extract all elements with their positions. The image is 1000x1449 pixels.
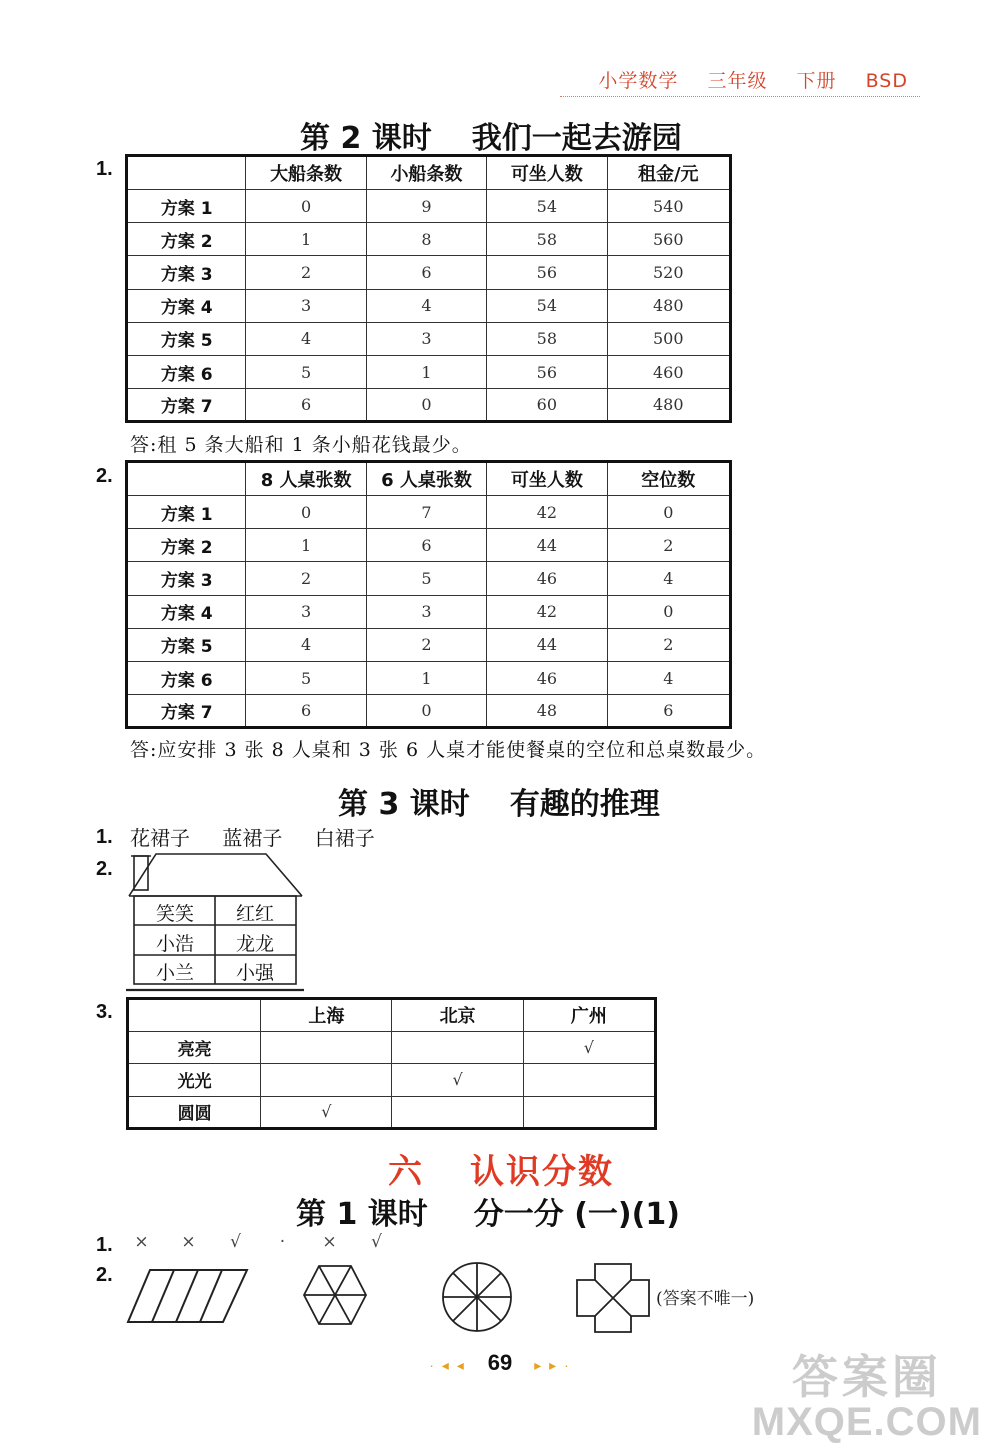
table-cell: 560 — [607, 223, 730, 256]
answer-item: 花裙子 — [130, 826, 190, 850]
row-label: 方案 3 — [127, 562, 246, 595]
table-cell — [261, 1064, 392, 1097]
table-cell: 6 — [246, 695, 366, 728]
table-seating-table — [125, 460, 732, 729]
table-cell: 42 — [487, 496, 607, 529]
answer-note: (答案不唯一) — [656, 1289, 755, 1309]
table-cell: 42 — [487, 595, 607, 628]
table-cell: 0 — [607, 496, 730, 529]
table-cell: 56 — [487, 256, 607, 289]
column-header — [127, 462, 246, 496]
table-header-row — [128, 999, 656, 1032]
table-cell: 480 — [607, 289, 730, 322]
table-cell: 1 — [246, 529, 366, 562]
next-arrows-icon: ▸ ▸ · — [534, 1357, 571, 1373]
answer-item: 白裙子 — [314, 826, 375, 850]
table-cell: 2 — [246, 562, 366, 595]
table-cell: 520 — [607, 256, 730, 289]
column-header — [127, 156, 246, 190]
table-row — [127, 289, 731, 322]
row-label: 方案 1 — [127, 190, 246, 223]
row-label: 亮亮 — [128, 1031, 261, 1064]
table-cell: 3 — [246, 595, 366, 628]
table-row — [127, 355, 731, 388]
column-header: 上海 — [261, 999, 392, 1032]
table-row — [127, 595, 731, 628]
table-cell: 500 — [607, 322, 730, 355]
table-cell: 5 — [246, 661, 366, 694]
table-cell: 1 — [246, 223, 366, 256]
table-cell: 460 — [607, 355, 730, 388]
table-row — [127, 223, 731, 256]
table-cell: 5 — [246, 355, 366, 388]
table-cell: 5 — [366, 562, 486, 595]
table-header-row — [127, 462, 731, 496]
table-cell: 8 — [366, 223, 486, 256]
table-cell: 3 — [366, 595, 486, 628]
table-cell: 48 — [487, 695, 607, 728]
table-cell: 9 — [366, 190, 486, 223]
table-cell: 2 — [607, 529, 730, 562]
mark-item: · — [279, 1232, 286, 1252]
question-number: 1. — [96, 1234, 113, 1256]
column-header: 可坐人数 — [487, 462, 607, 496]
row-label: 方案 2 — [127, 529, 246, 562]
table-cell: 0 — [366, 389, 486, 422]
parallelogram-diagram — [126, 1268, 250, 1324]
row-label: 方案 6 — [127, 661, 246, 694]
column-header: 可坐人数 — [487, 156, 607, 190]
table-cell: 46 — [487, 661, 607, 694]
house-cell: 红红 — [235, 903, 274, 925]
table-cell — [392, 1031, 523, 1064]
table-cell — [392, 1096, 523, 1129]
table-cell: √ — [392, 1064, 523, 1097]
table-cell: 4 — [607, 562, 730, 595]
mark-item: × — [181, 1232, 196, 1252]
question-number: 3. — [96, 1001, 113, 1023]
skirt-answers — [130, 822, 401, 851]
header-divider — [560, 96, 920, 97]
table-cell: 2 — [607, 628, 730, 661]
table-cell: 0 — [607, 595, 730, 628]
table-cell: √ — [261, 1096, 392, 1129]
table-cell: 1 — [366, 355, 486, 388]
table-row — [127, 496, 731, 529]
house-cell: 小兰 — [155, 962, 194, 984]
table-cell: 2 — [366, 628, 486, 661]
table-cell: 4 — [366, 289, 486, 322]
cross-shape-diagram — [575, 1262, 651, 1334]
table-cell: 7 — [366, 496, 486, 529]
row-label: 方案 6 — [127, 355, 246, 388]
column-header: 北京 — [392, 999, 523, 1032]
mark-item: × — [134, 1232, 149, 1252]
table-cell: 4 — [607, 661, 730, 694]
column-header: 大船条数 — [246, 156, 366, 190]
table-cell — [523, 1064, 655, 1097]
table-row — [127, 322, 731, 355]
question-number: 2. — [96, 465, 113, 487]
table-cell: 6 — [366, 529, 486, 562]
column-header: 小船条数 — [366, 156, 486, 190]
table-cell: 480 — [607, 389, 730, 422]
page-number: 69 — [487, 1350, 513, 1375]
house-cell: 小浩 — [155, 933, 194, 955]
header-edition: BSD — [865, 70, 908, 92]
table-row — [128, 1064, 656, 1097]
watermark-logo: 答案圈 MXQE.COM — [751, 1350, 982, 1444]
question-number: 2. — [96, 1264, 113, 1286]
page-header — [576, 66, 908, 93]
table-row — [127, 695, 731, 728]
table-cell: 46 — [487, 562, 607, 595]
table-row — [127, 562, 731, 595]
row-label: 方案 5 — [127, 628, 246, 661]
table-cell: 3 — [366, 322, 486, 355]
answer-text: 答:租 5 条大船和 1 条小船花钱最少。 — [130, 434, 472, 456]
question-number: 2. — [96, 858, 113, 880]
table-cell: 1 — [366, 661, 486, 694]
table-cell: 6 — [607, 695, 730, 728]
column-header: 空位数 — [607, 462, 730, 496]
row-label: 光光 — [128, 1064, 261, 1097]
prev-arrows-icon: · ◂ ◂ — [429, 1357, 466, 1373]
table-cell: 44 — [487, 529, 607, 562]
row-label: 方案 1 — [127, 496, 246, 529]
answer-text: 答:应安排 3 张 8 人桌和 3 张 6 人桌才能使餐桌的空位和总桌数最少。 — [130, 739, 767, 761]
answer-item: 蓝裙子 — [222, 826, 283, 850]
house-cell: 笑笑 — [155, 903, 194, 925]
table-cell — [523, 1096, 655, 1129]
row-label: 方案 7 — [127, 389, 246, 422]
unit6-lesson1-title: 第 1 课时 分一分 (一)(1) — [296, 1197, 680, 1232]
table-row — [127, 628, 731, 661]
mark-item: √ — [230, 1232, 241, 1252]
column-header — [128, 999, 261, 1032]
column-header: 租金/元 — [607, 156, 730, 190]
city-table — [126, 997, 657, 1130]
judgement-marks — [118, 1232, 400, 1252]
table-row — [128, 1096, 656, 1129]
table-cell: 0 — [246, 190, 366, 223]
house-cell: 龙龙 — [235, 933, 274, 955]
unit6-title: 六 认识分数 — [388, 1152, 614, 1192]
table-cell — [261, 1031, 392, 1064]
row-label: 方案 7 — [127, 695, 246, 728]
boat-rental-table — [125, 154, 732, 423]
column-header: 6 人桌张数 — [366, 462, 486, 496]
row-label: 方案 4 — [127, 289, 246, 322]
table-cell: 2 — [246, 256, 366, 289]
table-cell: 56 — [487, 355, 607, 388]
table-cell: 4 — [246, 628, 366, 661]
row-label: 方案 5 — [127, 322, 246, 355]
hexagon-diagram — [302, 1262, 368, 1328]
table-cell: √ — [523, 1031, 655, 1064]
mark-item: √ — [371, 1232, 382, 1252]
row-label: 圆圆 — [128, 1096, 261, 1129]
table-cell: 6 — [246, 389, 366, 422]
header-subject: 小学数学 — [598, 70, 679, 92]
row-label: 方案 2 — [127, 223, 246, 256]
question-number: 1. — [96, 158, 113, 180]
circle-diagram — [440, 1260, 514, 1334]
mark-item: × — [322, 1232, 337, 1252]
table-header-row — [127, 156, 731, 190]
house-cell: 小强 — [235, 962, 274, 984]
table-row — [127, 661, 731, 694]
table-row — [127, 256, 731, 289]
table-cell: 6 — [366, 256, 486, 289]
table-row — [128, 1031, 656, 1064]
lesson2-title: 第 2 课时 我们一起去游园 — [300, 121, 682, 156]
table-cell: 540 — [607, 190, 730, 223]
header-grade: 三年级 — [707, 70, 768, 92]
table-cell: 0 — [366, 695, 486, 728]
table-cell: 58 — [487, 322, 607, 355]
lesson3-title: 第 3 课时 有趣的推理 — [338, 787, 660, 822]
table-cell: 54 — [487, 190, 607, 223]
row-label: 方案 3 — [127, 256, 246, 289]
table-cell: 60 — [487, 389, 607, 422]
table-row — [127, 190, 731, 223]
table-cell: 54 — [487, 289, 607, 322]
row-label: 方案 4 — [127, 595, 246, 628]
column-header: 广州 — [523, 999, 655, 1032]
table-cell: 4 — [246, 322, 366, 355]
column-header: 8 人桌张数 — [246, 462, 366, 496]
header-volume: 下册 — [796, 70, 837, 92]
table-cell: 3 — [246, 289, 366, 322]
table-cell: 44 — [487, 628, 607, 661]
table-row — [127, 529, 731, 562]
question-number: 1. — [96, 826, 113, 848]
table-row — [127, 389, 731, 422]
table-cell: 58 — [487, 223, 607, 256]
table-cell: 0 — [246, 496, 366, 529]
